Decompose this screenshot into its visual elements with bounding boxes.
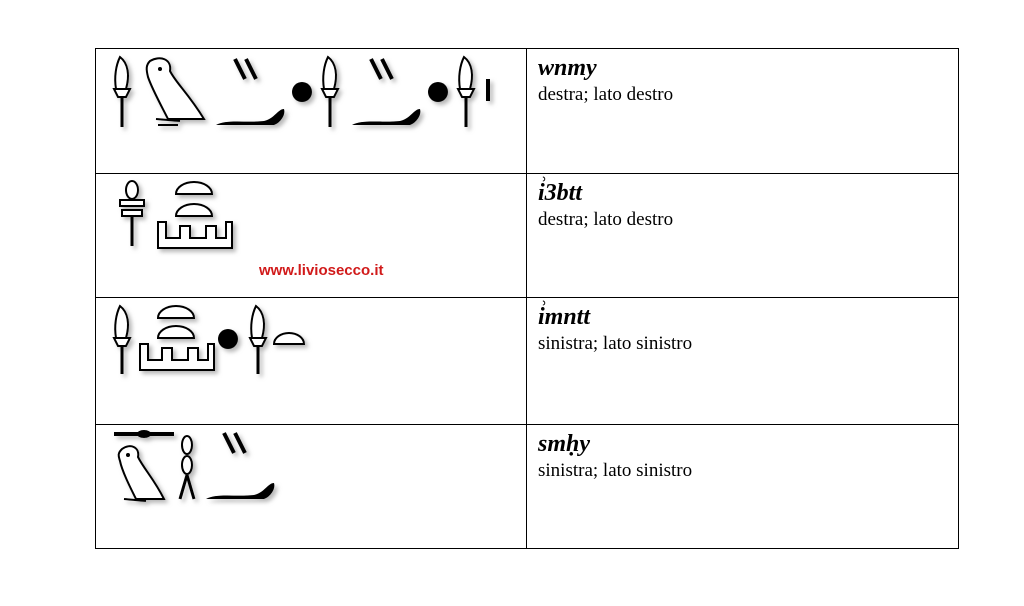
table-row [96,298,959,425]
basket-stand-icon [158,222,232,248]
water-ripple-icon [206,483,274,499]
reed-leaf-icon [114,306,130,374]
translation-cell [527,174,959,298]
hieroglyph-cell [96,298,527,425]
transliteration: smḥy [538,431,591,457]
meaning-text: destra; lato destro [538,209,674,230]
hieroglyph-cell [96,425,527,549]
translation-cell [527,49,959,174]
hieroglyph-group-smhy [96,425,527,542]
placenta-circle-icon [218,329,238,349]
hieroglyph-group-imntt [96,298,527,418]
table-row [96,174,959,298]
meaning-text: sinistra; lato sinistro [538,460,693,481]
reed-leaf-icon [114,57,130,127]
double-stroke-icon [235,59,256,79]
meaning-text: sinistra; lato sinistro [538,333,693,354]
placenta-circle-icon [292,82,312,102]
ankh-staff-icon [120,181,144,246]
double-stroke-icon [224,433,245,453]
quail-chick-icon [147,58,204,125]
table-row [96,49,959,174]
single-stroke-icon [486,79,490,101]
table-row [96,425,959,549]
reed-leaf-icon [322,57,338,127]
hieroglyph-cell [96,49,527,174]
water-ripple-icon [352,109,420,125]
door-bolt-icon [114,430,174,438]
bread-loaf-icon [176,204,212,216]
transliteration: i͗3btt [538,180,583,206]
hieroglyph-glossary-table [95,48,959,549]
watermark-link[interactable]: www.liviosecco.it [259,262,384,279]
basket-stand-icon [140,344,214,370]
translation-cell [527,298,959,425]
hieroglyph-group-wnmy [96,49,527,167]
placenta-circle-icon [428,82,448,102]
double-stroke-icon [371,59,392,79]
hieroglyph-cell [96,174,527,298]
transliteration: i͗mntt [538,304,591,330]
twisted-flax-icon [180,436,194,499]
reed-leaf-icon [458,57,474,127]
bread-loaf-icon [176,182,212,194]
bread-loaf-icon [158,306,194,318]
water-ripple-icon [216,109,284,125]
translation-cell [527,425,959,549]
reed-leaf-icon [250,306,266,374]
bread-loaf-icon [274,333,304,344]
transliteration: wnmy [538,55,597,81]
meaning-text: destra; lato destro [538,84,674,105]
bread-loaf-icon [158,326,194,338]
quail-chick-icon [119,446,164,501]
